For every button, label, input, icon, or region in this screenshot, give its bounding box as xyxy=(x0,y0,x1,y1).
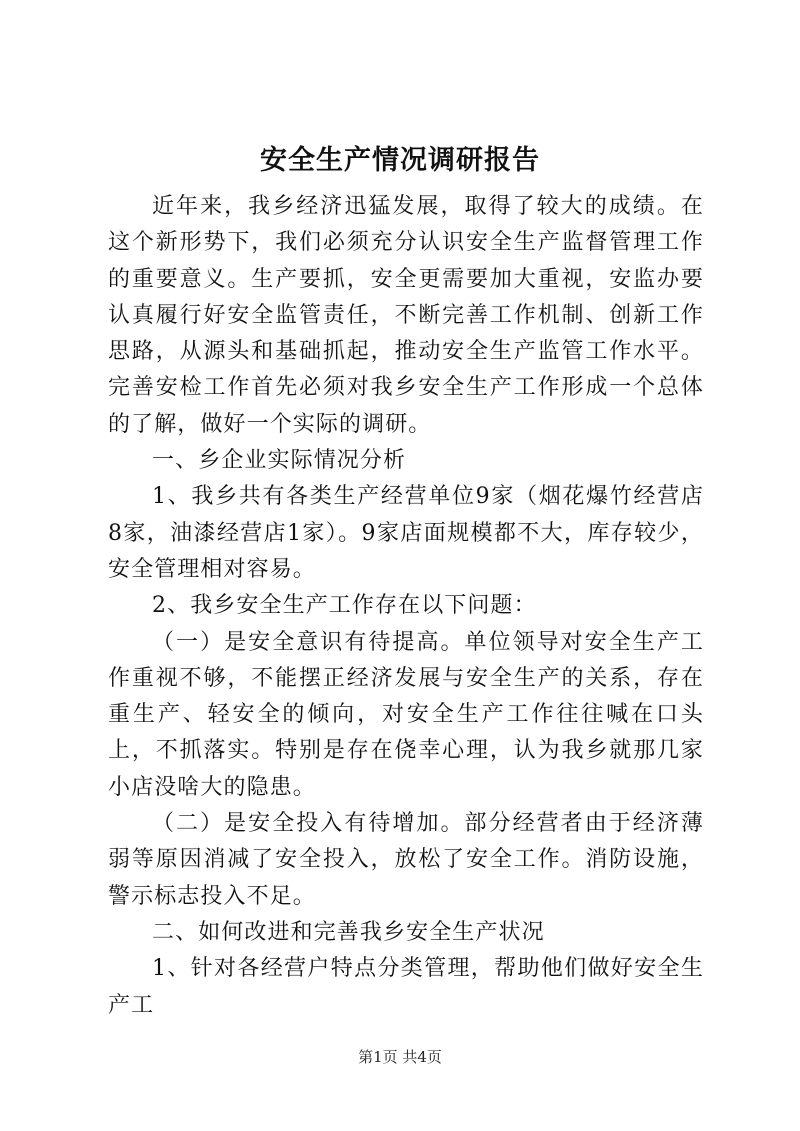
paragraph-item-1: 1、我乡共有各类生产经营单位9家（烟花爆竹经营店8家，油漆经营店1家）。9家店面规模都不大，库存较少，安全管理相对容易。 xyxy=(108,484,704,582)
improvement-paragraph-1: 1、针对各经营户特点分类管理，帮助他们做好安全生产工 xyxy=(108,956,704,1018)
section-heading-2: 二、如何改进和完善我乡安全生产状况 xyxy=(152,919,545,945)
problem-paragraph-2: （二）是安全投入有待增加。部分经营者由于经济薄弱等原因消减了安全投入，放松了安全工作。消防设施，警示标志投入不足。 xyxy=(108,811,704,909)
paragraph-item-2: 2、我乡安全生产工作存在以下问题： xyxy=(152,593,537,619)
intro-paragraph: 近年来，我乡经济迅猛发展，取得了较大的成绩。在这个新形势下，我们必须充分认识安全生产监督管理工作的重要意义。生产要抓，安全更需要加大重视，安监办要认真履行好安全监管责任，不断完善工作机制、创新工作思路，从源头和基础抓起，推动安全生产监管工作水平。完善安检工作首先必须对我乡安全生产工作形成一个总体的了解，做好一个实际的调研。 xyxy=(108,194,704,437)
document-body xyxy=(108,189,704,1024)
problem-paragraph-1: （一）是安全意识有待提高。单位领导对安全生产工作重视不够，不能摆正经济发展与安全生产的关系，存在重生产、轻安全的倾向，对安全生产工作往往喊在口头上，不抓落实。特别是存在侥幸心理，认为我乡就那几家小店没啥大的隐患。 xyxy=(108,629,704,800)
document-title: 安全生产情况调研报告 xyxy=(260,145,540,176)
page-footer: 第1页 共4页 xyxy=(358,1048,442,1066)
section-heading-1: 一、乡企业实际情况分析 xyxy=(152,448,407,474)
